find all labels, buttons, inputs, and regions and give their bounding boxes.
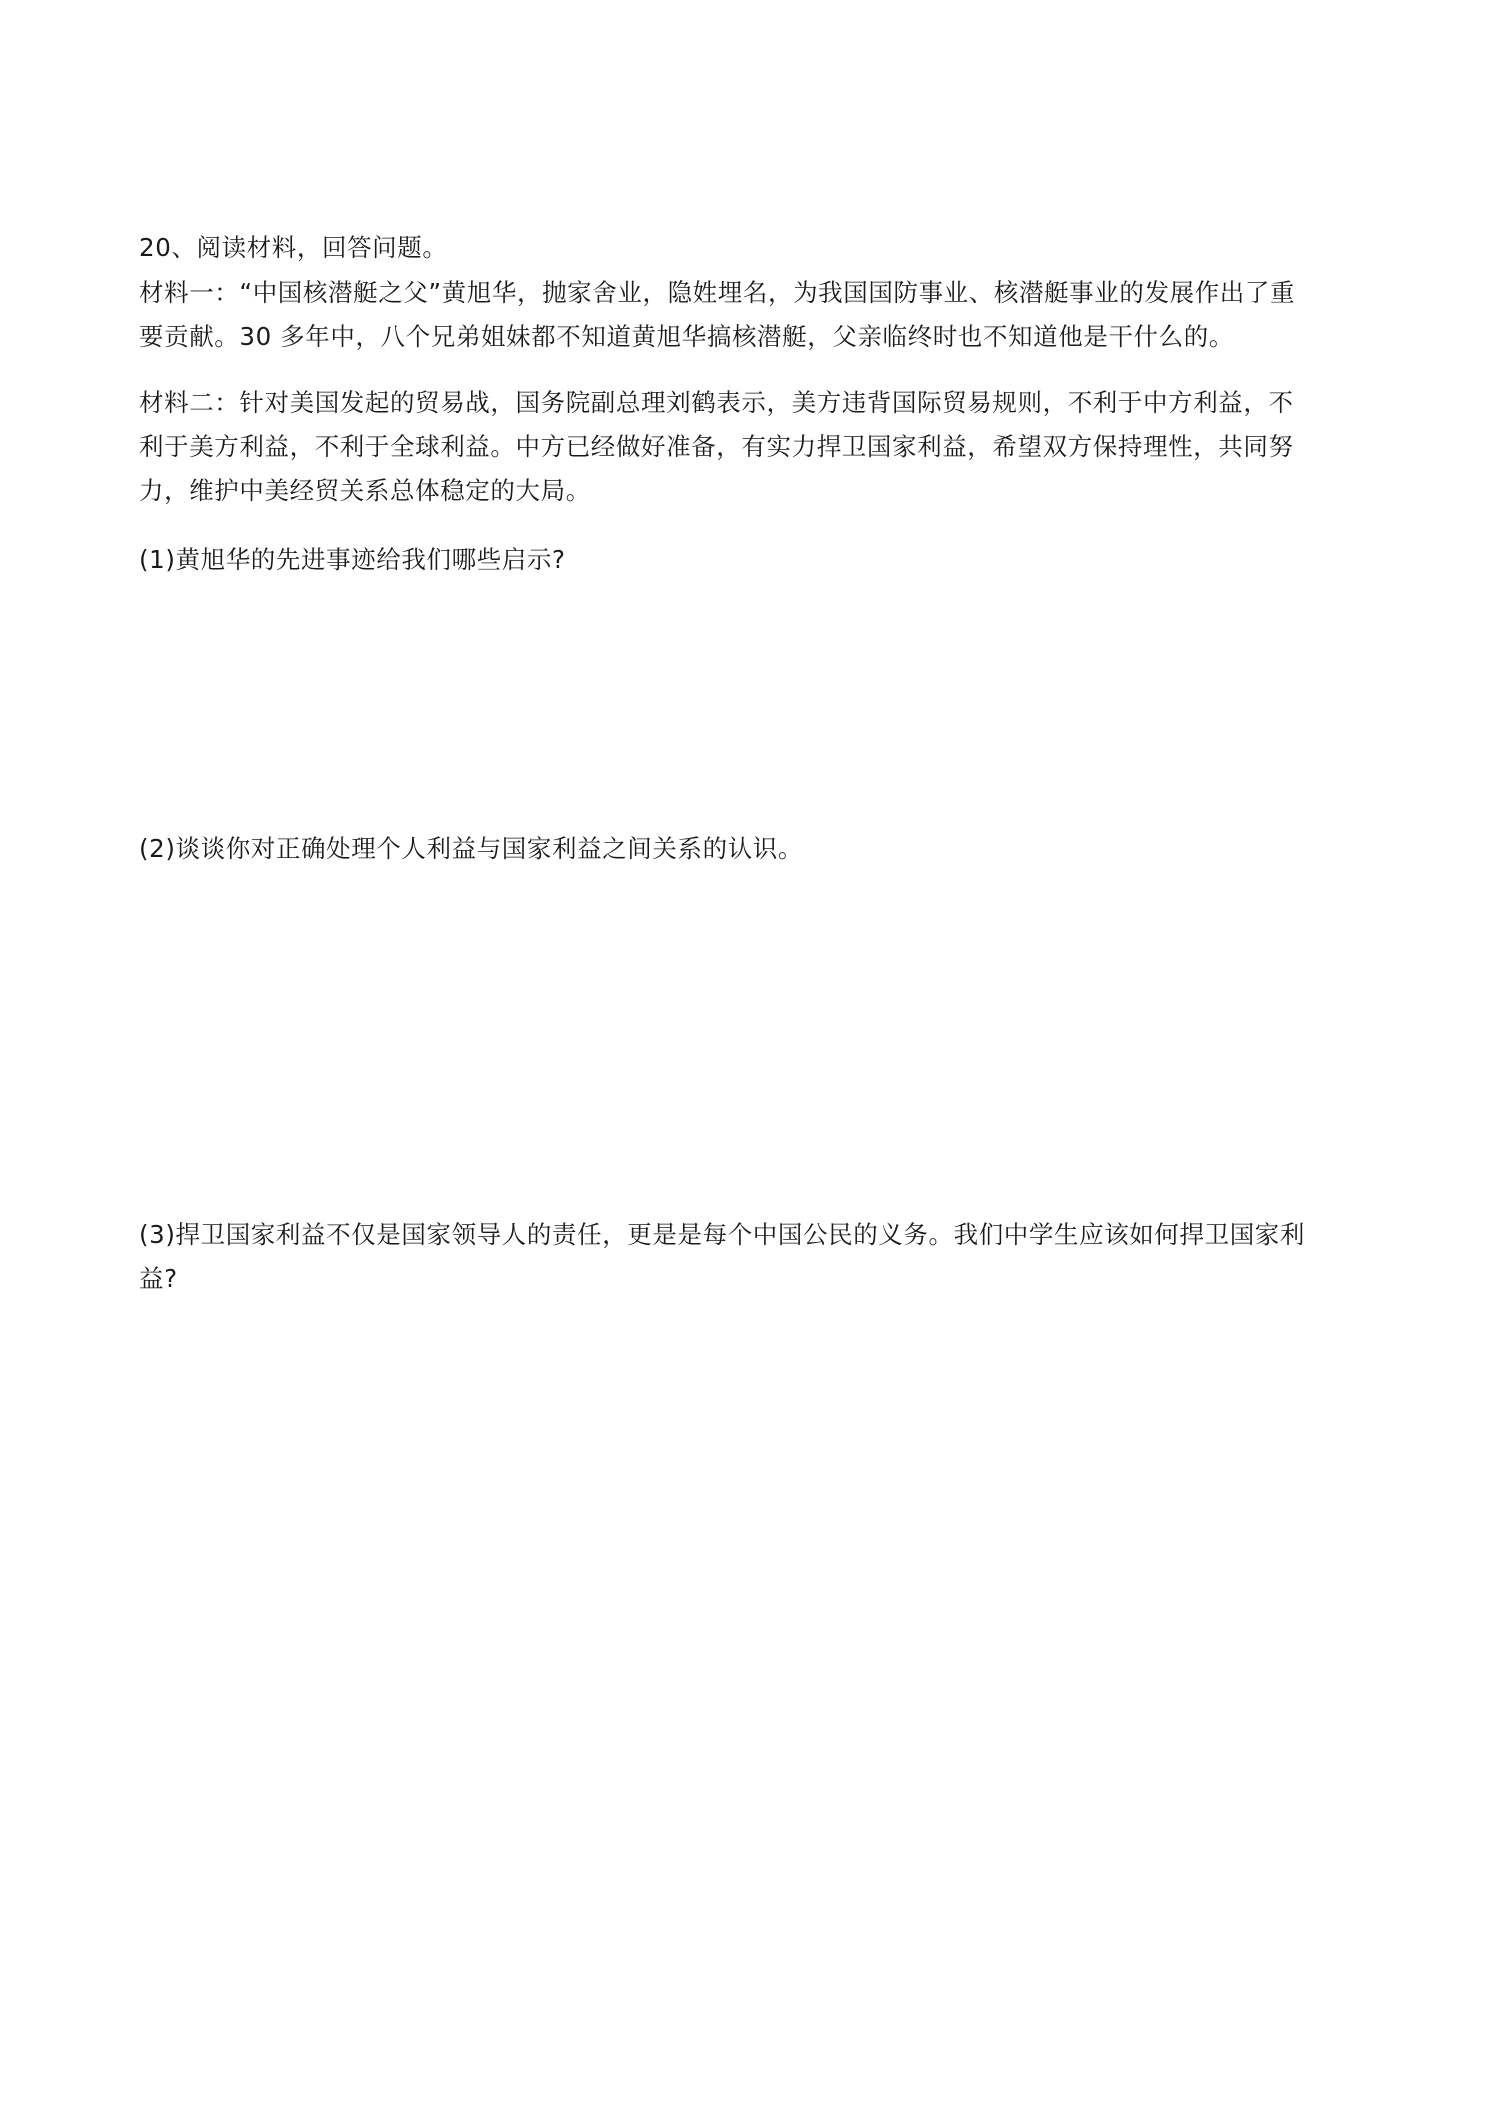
sub-question-2 — [139, 827, 1364, 871]
material-one-line: 材料一：“中国核潜艇之父”黄旭华，抛家舍业，隐姓埋名，为我国国防事业、核潜艇事业的发展作出了重 — [139, 278, 1296, 307]
material-one — [139, 271, 1364, 359]
material-two-line: 利于美方利益，不利于全球利益。中方已经做好准备，有实力捍卫国家利益，希望双方保持理性，共同努 — [139, 432, 1294, 461]
sub-question-3 — [139, 1213, 1364, 1301]
material-two-line: 力，维护中美经贸关系总体稳定的大局。 — [139, 476, 591, 505]
material-two — [139, 381, 1364, 513]
material-two-line: 材料二：针对美国发起的贸易战，国务院副总理刘鹤表示，美方违背国际贸易规则，不利于中方利益，不 — [139, 388, 1294, 417]
sub-question-1 — [139, 538, 1364, 582]
sub-question-2-text: (2)谈谈你对正确处理个人利益与国家利益之间关系的认识。 — [139, 834, 804, 863]
question-title — [139, 226, 1364, 270]
question-title-text: 20、阅读材料，回答问题。 — [139, 233, 448, 262]
sub-question-3-line: 益? — [139, 1264, 178, 1293]
sub-question-3-line: (3)捍卫国家利益不仅是国家领导人的责任，更是是每个中国公民的义务。我们中学生应该如何捍卫国家利 — [139, 1220, 1305, 1249]
material-one-line: 要贡献。30 多年中，八个兄弟姐妹都不知道黄旭华搞核潜艇，父亲临终时也不知道他是干什么的。 — [139, 322, 1234, 351]
sub-question-1-text: (1)黄旭华的先进事迹给我们哪些启示? — [139, 545, 566, 574]
